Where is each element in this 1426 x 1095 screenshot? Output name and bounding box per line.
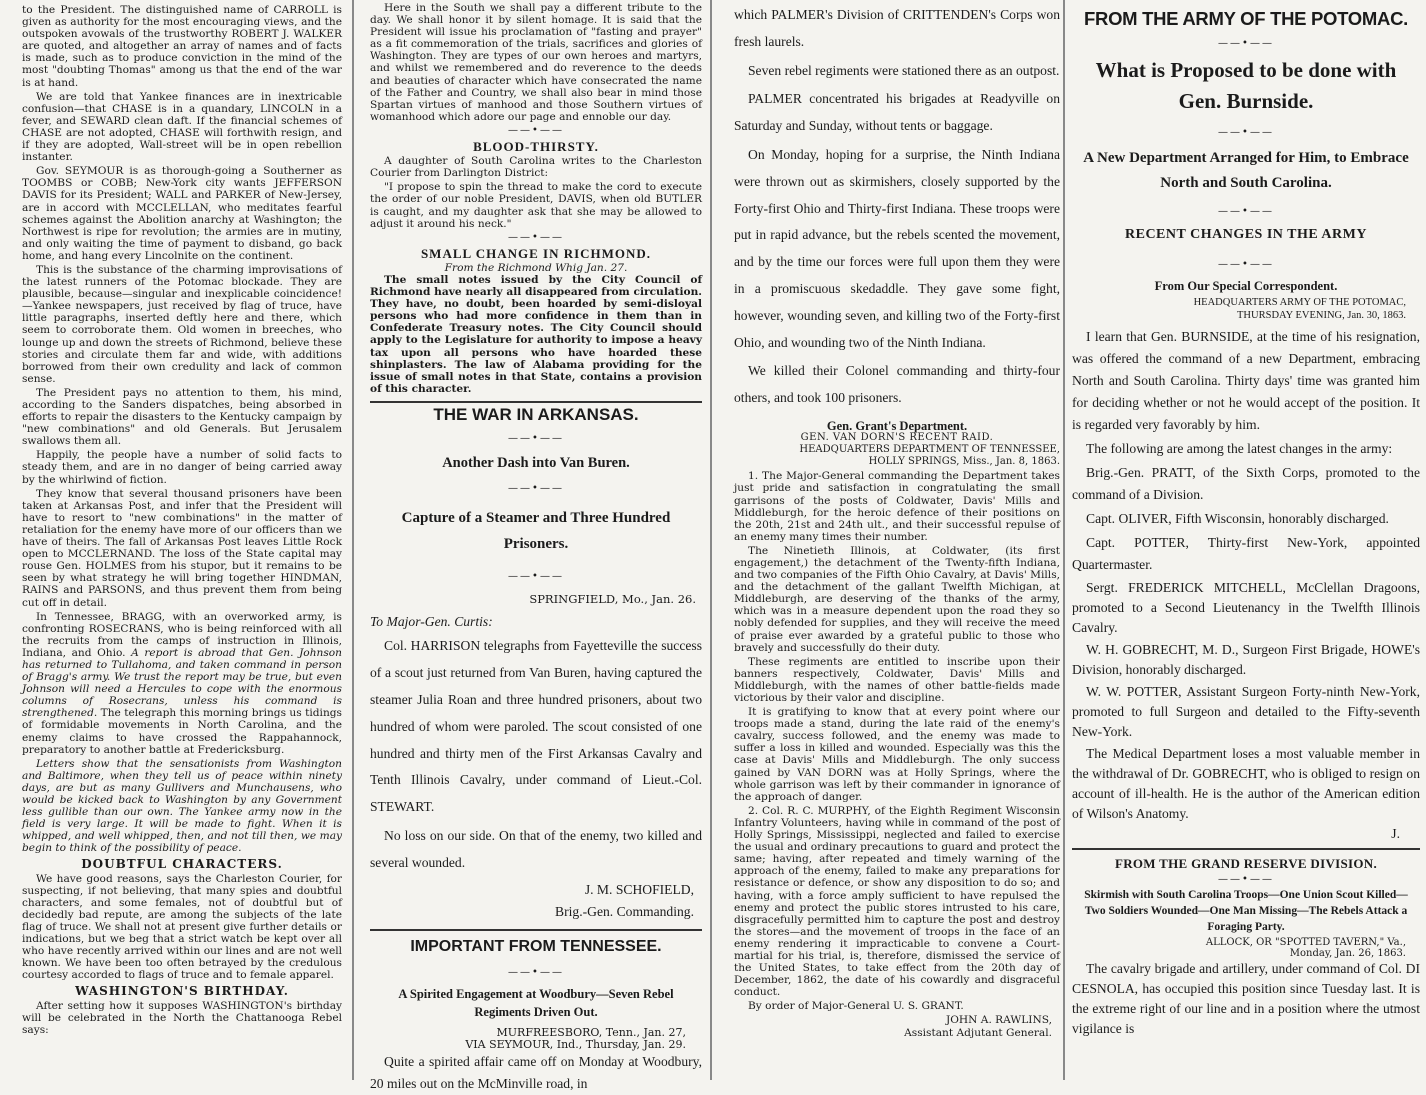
signature-initial: J. (1391, 826, 1400, 841)
paragraph: The Ninetieth Illinois, at Coldwater, (its first engagement,) the detachment of the Twenty-fifth Indiana, and two companies of the Fifth Ohio Cavalry, at Davis' Mills, and the detachment of the gallant Twelfth Michigan, at Middleburgh, are deserving of the thanks of the army, which was in a measure dependent upon the road they so nobly defended for supplies, and they will receive the meed of praise ever awarded by a grateful public to those who bravely and successfully do their duty. (734, 544, 1060, 654)
paragraph: Seven rebel regiments were stationed there as an outpost. (748, 62, 1060, 78)
separator: ——•—— (508, 571, 564, 583)
column-3 (714, 0, 1064, 1080)
separator: ——•—— (1218, 206, 1274, 217)
signature-name: J. M. SCHOFIELD, (584, 881, 694, 897)
paragraph: The President pays no attention to them, his mind, according to the Sanders dispatches, being absorbed in efforts to repair the disasters to the Kentucky campaign by "new combinations" and old Generals. But Jerusalem swallows them all. (22, 386, 342, 448)
list-item: Brig.-Gen. PRATT, of the Sixth Corps, promoted to the command of a Division. (1072, 465, 1420, 502)
paragraph: By order of Major-General U. S. GRANT. (748, 1000, 964, 1013)
subheadline: Another Dash into Van Buren. (442, 455, 630, 472)
headline: FROM THE ARMY OF THE POTOMAC. (1084, 8, 1408, 29)
signature-name: JOHN A. RAWLINS, (945, 1014, 1052, 1027)
paragraph (22, 758, 342, 855)
source-line: From the Richmond Whig Jan. 27. (444, 261, 628, 274)
subheadline: Capture of a Steamer and Three Hundred Prisoners. (401, 510, 671, 553)
paragraph: No loss on our side. On that of the enemy, two killed and several wounded. (370, 828, 702, 870)
dateline: HEADQUARTERS ARMY OF THE POTOMAC, (1193, 297, 1406, 308)
paragraph: 1. The Major-General commanding the Department takes just pride and satisfaction in congratulating the small garrisons of the posts of Coldwater, Davis' Mills and Middleburgh, for the heroic defence of their positions on the 20th, 21st and 24th ult., and their successful repulse of an enemy many times their number. (734, 470, 1060, 543)
separator: ——•—— (1218, 874, 1274, 885)
paragraph: I learn that Gen. BURNSIDE, at the time of his resignation, was offered the command of a new Department, embracing North and South Carolina. Thirty days' time was granted him for deciding whether or not he would accept of the position. It is regarded very favorably by him. (1072, 329, 1420, 432)
paragraph: PALMER concentrated his brigades at Readyville on Saturday and Sunday, without tents or baggage. (734, 91, 1060, 134)
dateline: Monday, Jan. 26, 1863. (1289, 948, 1406, 959)
text: The telegraph this morning brings us tidings of formidable movements in North Carolina, and the enemy claims to have crossed the Rappahannock, preparatory to another battle at Fredericksburg. (22, 707, 342, 756)
paragraph: which PALMER's Division of CRITTENDEN's Corps won fresh laurels. (734, 7, 1060, 49)
divider (1072, 848, 1420, 850)
paragraph: After setting how it supposes WASHINGTON's birthday will be celebrated in the North the Chattanooga Rebel says: (22, 999, 342, 1036)
paragraph: We are told that Yankee finances are in inextricable confusion—that CHASE is in a quandary, LINCOLN in a fever, and SEWARD clean daft. If the financial schemes of CHASE are not adopted, CHASE will forthwith resign, and if they are adopted, Wall-street will be in open rebellion instanter. (22, 90, 342, 164)
list-item: W. H. GOBRECHT, M. D., Surgeon First Brigade, HOWE's Division, honorably discharged. (1072, 642, 1420, 677)
list-item: Capt. OLIVER, Fifth Wisconsin, honorably discharged. (1086, 511, 1389, 526)
signature-title: Assistant Adjutant General. (904, 1026, 1052, 1039)
section-heading: Gen. Grant's Department. (826, 418, 968, 433)
italic-text: A report is abroad that Gen. Johnson has returned to Tullahoma, and taken command in person of Bragg's army. We trust the report may be true, but even Johnson will need a Hercules to cope with the enormous columns of Rosecrans, unless his command is strengthened. (22, 646, 342, 720)
separator: ——•—— (1218, 127, 1274, 138)
dateline: HEADQUARTERS DEPARTMENT OF TENNESSEE, (799, 444, 1060, 456)
paragraph: "I propose to spin the thread to make the cord to execute the order of our noble President, DAVIS, when old BUTLER is caught, and my daughter ask that she may be allowed to adjust it around his neck." (370, 181, 702, 230)
paragraph: The Medical Department loses a most valuable member in the withdrawal of Dr. GOBRECHT, who is obliged to resign on account of ill-health. He is the author of the American edition of Wilson's Anatomy. (1072, 746, 1420, 821)
paragraph: Quite a spirited affair came off on Monday at Woodbury, 20 miles out on the McMinville road, in (370, 1054, 702, 1092)
subheadline: A New Department Arranged for Him, to Embrace North and South Carolina. (1083, 150, 1409, 191)
paragraph: It is gratifying to know that at every point where our troops made a stand, during the late raid of the enemy's cavalry, success followed, and the enemy was made to suffer a loss in killed and wounded. Especially was this the case at Davis' Mills and Middleburgh. The only success gained by VAN DORN was at Holly Springs, where the whole garrison was left by their commander in ignorance of the approach of danger. (734, 706, 1060, 803)
paragraph: Gov. SEYMOUR is as thorough-going a Southerner as TOOMBS or COBB; New-York city wants JEFFERSON DAVIS for its President; WALL and PARKER of New-Jersey, are in accord with MCCLELLAN, who meditates fearful schemes against the Abolition anarchy at Washington; the Northwest is ripe for revolution; the armies are in mutiny, and only waiting the time of payment to disband, go back home, and hang every Lincolnite on the continent. (22, 165, 342, 262)
separator: ——•—— (1218, 38, 1274, 49)
paragraph (22, 611, 342, 756)
divider (370, 401, 702, 403)
subheadline: RECENT CHANGES IN THE ARMY (1125, 227, 1367, 242)
column-2 (358, 0, 710, 1092)
paragraph: This is the substance of the charming improvisations of the latest runners of the Potomac blockade. They are plausible, because—singular and inexplicable coincidence!—Yankee newspapers, just received by flag of truce, have little paragraphs, inserted deftly here and there, which seem to corroborate them. Old women in breeches, who lounge up and down the streets of Richmond, believe these stories and circulate them far and wide, with additions borrowed from their own credulity and lack of common sense. (22, 263, 342, 385)
dateline: VIA SEYMOUR, Ind., Thursday, Jan. 29. (465, 1037, 686, 1051)
signature-title: Brig.-Gen. Commanding. (555, 903, 694, 919)
dateline: ALLOCK, OR "SPOTTED TAVERN," Va., (1205, 937, 1406, 948)
list-item: Capt. POTTER, Thirty-first New-York, appointed Quartermaster. (1072, 535, 1420, 572)
paragraph: They know that several thousand prisoners have been taken at Arkansas Post, and infer that the President will have to resort to "new combinations" in the matter of retaliation for the enemy have more of our officers than we have of theirs. The fall of Arkansas Post leaves Little Rock open to MCCLERNAND. The loss of the State capital may rouse Gen. HOLMES from his stupor, but it remains to be seen by what strategy he will bring together HINDMAN, RAINS and PARSONS, and thus prevent them from being cut off in detail. (22, 487, 342, 609)
column-rule (352, 0, 354, 1080)
separator: ——•—— (508, 966, 564, 978)
paragraph: The cavalry brigade and artillery, under command of Col. DI CESNOLA, has occupied this position since Tuesday last. It is the extreme right of our line and in a position where the utmost vigilance is (1072, 961, 1420, 1036)
dateline: MURFREESBORO, Tenn., Jan. 27, (496, 1025, 686, 1039)
headline: IMPORTANT FROM TENNESSEE. (410, 937, 662, 955)
paragraph: to the President. The distinguished name of CARROLL is given as authority for the most encouraging views, and the outspoken avowals of the trustworthy ROBERT J. WALKER are quoted, and altogether an array of names and of facts is made, such as to produce conviction in the mind of the most "doubting Thomas" among us that the end of the war is at hand. (22, 4, 342, 89)
paragraph: A daughter of South Carolina writes to the Charleston Courier from Darlington District: (370, 155, 702, 180)
headline: THE WAR IN ARKANSAS. (433, 404, 639, 424)
paragraph: 2. Col. R. C. MURPHY, of the Eighth Regiment Wisconsin Infantry Volunteers, having while in command of the post of Holly Springs, Mississippi, neglected and failed to exercise the usual and ordinary precautions to guard and protect the same; having, after repeated and timely warning of the approach of the enemy, failed to make any preparations for resistance or defence, or show any disposition to do so; and having, with a force amply sufficient to have repulsed the enemy and protect the public stores intrusted to his care, disgracefully permitted him to capture the post and destroy the stores—and the movement of troops in the face of an enemy rendering it impracticable to convene a Court-martial for his trial, is, therefore, dismissed the service of the United States, to take effect from the 20th day of December, 1862, the date of his cowardly and disgraceful conduct. (734, 804, 1060, 999)
sub-heading: GEN. VAN DORN'S RECENT RAID. (800, 432, 994, 444)
paragraph: These regiments are entitled to inscribe upon their banners respectively, Coldwater, Davis' Mills and Middleburgh, with the names of other battle-fields made victorious by their valor and discipline. (734, 655, 1060, 705)
column-rule (710, 0, 712, 1080)
paragraph: Here in the South we shall pay a different tribute to the day. We shall honor it by silent homage. It is said that the President will issue his proclamation of "fasting and prayer" as a fit commemoration of the trials, sacrifices and glories of Washington. They are types of our own heroes and martyrs, and whilst we remembered and do reverence to the deeds and beauties of character which have consecrated the name of the Father and Country, we shall also bear in mind those Spartan virtues of manhood and those Southern virtues of womanhood which adore our page and ennoble our day. (370, 2, 702, 123)
column-1 (0, 0, 350, 1080)
dateline: SPRINGFIELD, Mo., Jan. 26. (529, 592, 696, 607)
separator: ——•—— (508, 231, 564, 243)
paragraph: Col. HARRISON telegraphs from Fayetteville the success of a scout just returned from Van Buren, having captured the steamer Julia Roan and three hundred prisoners, about two hundred of whom were paroled. The scout consisted of one hundred and thirty men of the First Arkansas Cavalry and Tenth Illinois Cavalry, under command of Lieut.-Col. STEWART. (370, 638, 702, 815)
dateline: THURSDAY EVENING, Jan. 30, 1863. (1237, 310, 1406, 321)
paragraph: Happily, the people have a number of solid facts to steady them, and are in no danger of being carried away by the whirlwind of fiction. (22, 449, 342, 486)
paragraph: We have good reasons, says the Charleston Courier, for suspecting, if not believing, that many spies and doubtful characters, and some females, not of doubtful but of decidedly bad repute, are among the subjects of the late flag of truce. We shall not at present give further details or indications, but we beg that a strict watch be kept over all who have recently arrived within our lines and are not well known. We have been too often betrayed by the credulous courtesy accorded to flags of truce and to female apparel. (22, 872, 342, 982)
italic-text: Letters show that the sensationists from Washington and Baltimore, when they tell us of peace within ninety days, are but as many Gullivers and Munchausens, who would be kicked back to Washington by any Government less gullible than our own. The Yankee army now in the field is very large. It will be made to fight. When it is whipped, and well whipped, then, and not till then, we may begin to think of the possibility of peace. (22, 757, 342, 855)
separator: ——•—— (508, 483, 564, 495)
section-heading: DOUBTFUL CHARACTERS. (81, 857, 283, 872)
subheadline: What is Proposed to be done with Gen. Burnside. (1095, 58, 1397, 113)
section-heading: BLOOD-THIRSTY. (473, 139, 599, 155)
dateline: HOLLY SPRINGS, Miss., Jan. 8, 1863. (868, 456, 1060, 468)
section-heading: SMALL CHANGE IN RICHMOND. (420, 245, 652, 261)
list-item: Sergt. FREDERICK MITCHELL, McClellan Dragoons, promoted to a Second Lieutenancy in the Twelfth Illinois Cavalry. (1072, 580, 1420, 635)
subheadline: Skirmish with South Carolina Troops—One Union Scout Killed—Two Soldiers Wounded—One Man Missing—The Rebels Attack a Foraging Party. (1084, 889, 1408, 933)
list-item: W. W. POTTER, Assistant Surgeon Forty-ninth New-York, promoted to full Surgeon and detailed to the Fifty-seventh New-York. (1072, 684, 1420, 739)
divider (370, 929, 702, 931)
text: In Tennessee, BRAGG, with an overworked army, is confronting ROSECRANS, who is being reinforced with all the recruits from the camps of instruction in Illinois, Indiana, and Ohio. (22, 610, 342, 659)
paragraph: The following are among the latest changes in the army: (1086, 441, 1393, 456)
paragraph: The small notes issued by the City Council of Richmond have nearly all disappeared from circulation. They have, no doubt, been hoarded by semi-disloyal persons who had more confidence in them than in Confederate Treasury notes. The City Council should apply to the Legislature for authority to impose a heavy tax upon all persons who have hoarded these shinplasters. The law of Alabama providing for the issue of small notes in that State, contains a provision of this character. (370, 273, 702, 395)
separator: ——•—— (1218, 259, 1274, 270)
separator: ——•—— (508, 433, 564, 444)
subheadline: A Spirited Engagement at Woodbury—Seven Rebel Regiments Driven Out. (398, 986, 674, 1019)
paragraph: We killed their Colonel commanding and thirty-four others, and took 100 prisoners. (734, 363, 1060, 406)
paragraph: On Monday, hoping for a surprise, the Ninth Indiana were thrown out as skirmishers, closely supported by the Forty-first Ohio and Thirty-first Indiana. These troops were put in rapid advance, but the rebels scented the movement, and by the time our forces were full upon them they were in a promiscuous skedaddle. They gave some fight, however, wounding seven, and killing two of the Forty-first Ohio, and wounding two of the Ninth Indiana. (734, 146, 1060, 350)
separator: ——•—— (508, 124, 564, 136)
section-heading: WASHINGTON'S BIRTHDAY. (75, 984, 289, 999)
section-heading: FROM THE GRAND RESERVE DIVISION. (1114, 856, 1378, 871)
byline: From Our Special Correspondent. (1154, 279, 1338, 293)
salutation: To Major-Gen. Curtis: (370, 614, 493, 630)
column-4 (1066, 0, 1426, 1080)
